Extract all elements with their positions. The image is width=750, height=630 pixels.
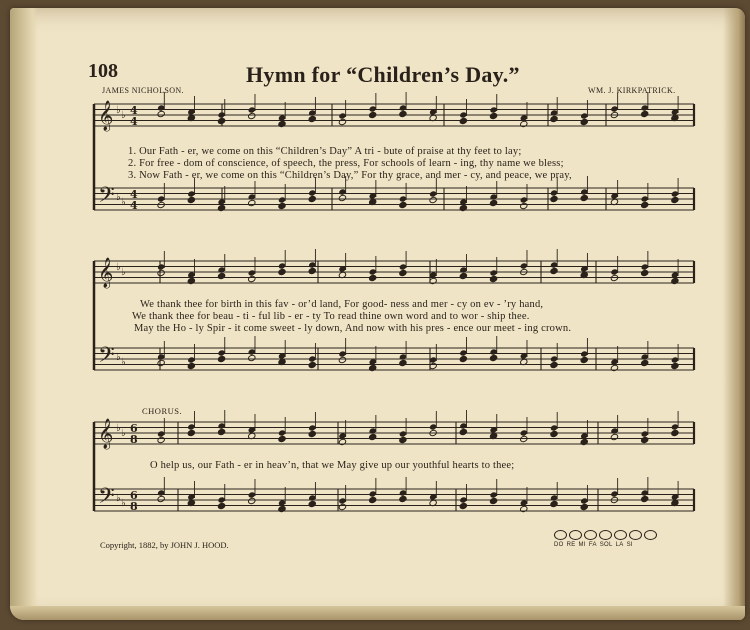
- note-head: [157, 495, 165, 502]
- note-head: [187, 196, 195, 203]
- solfa-name: DO: [554, 542, 564, 548]
- note-head: [308, 361, 316, 368]
- solfa-legend: [554, 530, 657, 548]
- note-head: [671, 196, 679, 203]
- note-head: [278, 268, 286, 275]
- time-signature-top: 6: [130, 422, 138, 435]
- lyricist-credit: JAMES NICHOLSON.: [102, 86, 184, 95]
- note-head: [217, 272, 225, 279]
- note-head: [580, 118, 588, 125]
- flat-icon: ♭: [116, 423, 121, 434]
- note-head: [217, 355, 225, 362]
- note-head: [399, 359, 407, 366]
- flat-icon: ♭: [116, 493, 121, 504]
- solfa-name: LA: [615, 542, 624, 548]
- note-head: [338, 194, 346, 201]
- note-head: [459, 428, 467, 435]
- solfa-name: FA: [588, 542, 597, 548]
- time-signature-bottom: 4: [130, 115, 138, 128]
- note-head: [278, 120, 286, 127]
- note-head: [278, 435, 286, 442]
- flat-icon: ♭: [116, 352, 121, 363]
- solfa-names: [554, 542, 657, 548]
- note-head: [459, 502, 467, 509]
- time-signature-top: 6: [130, 489, 138, 502]
- note-head: [671, 362, 679, 369]
- verse-line-2-cont: We thank thee for beau - ti - ful lib - er - ty To read thine own word and to wor - ship thee.: [132, 311, 530, 322]
- bass-clef-icon: 𝄢: [98, 183, 115, 213]
- note-head: [248, 275, 256, 282]
- note-head: [308, 430, 316, 437]
- note-head: [399, 495, 407, 502]
- note-head: [641, 269, 649, 276]
- note-head: [550, 361, 558, 368]
- flat-icon: ♭: [121, 110, 126, 121]
- bass-clef-icon: 𝄢: [98, 484, 115, 514]
- chorus-label: CHORUS.: [142, 406, 183, 416]
- note-head: [489, 275, 497, 282]
- solfa-name: SOL: [599, 542, 613, 548]
- treble-clef-icon: 𝄞: [98, 258, 114, 288]
- note-head: [459, 355, 467, 362]
- note-head: [459, 204, 467, 211]
- note-head: [610, 274, 618, 281]
- note-head: [308, 195, 316, 202]
- verse-line-3-cont: May the Ho - ly Spir - it come sweet - ly down, And now with his pres - ence our meet - ing crown.: [134, 323, 572, 334]
- note-head: [550, 267, 558, 274]
- note-head: [641, 110, 649, 117]
- time-signature-top: 4: [130, 104, 138, 117]
- note-head: [369, 274, 377, 281]
- note-head: [217, 204, 225, 211]
- note-head: [248, 112, 256, 119]
- verse-line-1-cont: We thank thee for birth in this fav - or’d land, For good- ness and mer - cy on ev - ’ry hand,: [140, 299, 544, 310]
- note-head: [248, 497, 256, 504]
- shape-note-re-icon: [569, 530, 582, 540]
- chorus-lyric: O help us, our Fath - er in heav’n, that we May give up our youthful hearts to thee;: [150, 460, 515, 471]
- note-head: [157, 110, 165, 117]
- note-head: [157, 359, 165, 366]
- note-head: [550, 195, 558, 202]
- flat-icon: ♭: [121, 428, 126, 439]
- flat-icon: ♭: [121, 197, 126, 208]
- note-head: [459, 117, 467, 124]
- note-head: [248, 354, 256, 361]
- note-head: [338, 438, 346, 445]
- note-head: [338, 356, 346, 363]
- note-head: [369, 433, 377, 440]
- note-head: [278, 505, 286, 512]
- note-head: [641, 436, 649, 443]
- time-signature-bottom: 8: [130, 500, 138, 513]
- note-head: [520, 120, 528, 127]
- shape-note-si-icon: [644, 530, 657, 540]
- note-head: [489, 112, 497, 119]
- note-head: [580, 356, 588, 363]
- composer-credit: WM. J. KIRKPATRICK.: [588, 86, 676, 95]
- note-head: [399, 110, 407, 117]
- note-head: [459, 272, 467, 279]
- copyright-notice: Copyright, 1882, by JOHN J. HOOD.: [100, 540, 229, 550]
- treble-clef-icon: 𝄞: [98, 101, 114, 131]
- note-head: [641, 359, 649, 366]
- note-head: [248, 199, 256, 206]
- flat-icon: ♭: [121, 267, 126, 278]
- verse-line-2: 2. For free - dom of conscience, of speech, the press, For schools of learn - ing, thy name we bless;: [128, 158, 564, 169]
- note-head: [157, 269, 165, 276]
- note-head: [489, 497, 497, 504]
- solfa-name: SI: [626, 542, 633, 548]
- flat-icon: ♭: [121, 498, 126, 509]
- hymn-title: Hymn for “Children’s Day.”: [246, 62, 520, 87]
- note-head: [399, 436, 407, 443]
- solfa-name: RE: [566, 542, 576, 548]
- note-head: [308, 267, 316, 274]
- note-head: [610, 433, 618, 440]
- note-head: [550, 500, 558, 507]
- note-head: [369, 496, 377, 503]
- note-head: [399, 201, 407, 208]
- note-head: [369, 364, 377, 371]
- flat-icon: ♭: [116, 262, 121, 273]
- flat-icon: ♭: [121, 357, 126, 368]
- note-head: [157, 436, 165, 443]
- note-head: [278, 202, 286, 209]
- note-head: [550, 115, 558, 122]
- note-head: [489, 354, 497, 361]
- note-head: [671, 277, 679, 284]
- note-head: [429, 196, 437, 203]
- page-number: 108: [88, 60, 118, 82]
- note-head: [308, 115, 316, 122]
- note-head: [157, 201, 165, 208]
- verse-line-3: 3. Now Fath - er, we come on this “Children’s Day,” For thy grace, and mer - cy, and peace, we pray,: [128, 170, 572, 181]
- note-head: [641, 495, 649, 502]
- note-head: [489, 199, 497, 206]
- note-head: [187, 429, 195, 436]
- time-signature-bottom: 4: [130, 199, 138, 212]
- flat-icon: ♭: [116, 192, 121, 203]
- note-head: [520, 202, 528, 209]
- time-signature-bottom: 8: [130, 433, 138, 446]
- treble-clef-icon: 𝄞: [98, 419, 114, 449]
- note-head: [580, 503, 588, 510]
- note-head: [580, 194, 588, 201]
- note-head: [187, 362, 195, 369]
- bass-clef-icon: 𝄢: [98, 343, 115, 373]
- note-head: [217, 502, 225, 509]
- shape-note-fa-icon: [599, 530, 612, 540]
- time-signature-top: 4: [130, 188, 138, 201]
- note-head: [610, 364, 618, 371]
- note-head: [308, 500, 316, 507]
- note-head: [217, 117, 225, 124]
- shape-note-sol-icon: [614, 530, 627, 540]
- note-head: [369, 111, 377, 118]
- note-head: [550, 430, 558, 437]
- note-head: [338, 118, 346, 125]
- note-head: [641, 201, 649, 208]
- shape-note-do-icon: [554, 530, 567, 540]
- shape-note-la-icon: [629, 530, 642, 540]
- note-head: [399, 269, 407, 276]
- shape-note-icons: [554, 530, 657, 540]
- note-head: [580, 438, 588, 445]
- shape-note-mi-icon: [584, 530, 597, 540]
- note-head: [338, 503, 346, 510]
- note-head: [671, 429, 679, 436]
- note-head: [217, 428, 225, 435]
- note-head: [520, 505, 528, 512]
- flat-icon: ♭: [116, 105, 121, 116]
- solfa-name: MI: [578, 542, 586, 548]
- note-head: [187, 277, 195, 284]
- verse-line-1: 1. Our Fath - er, we come on this “Children’s Day” A tri - bute of praise at thy feet to lay;: [128, 146, 522, 157]
- note-head: [520, 435, 528, 442]
